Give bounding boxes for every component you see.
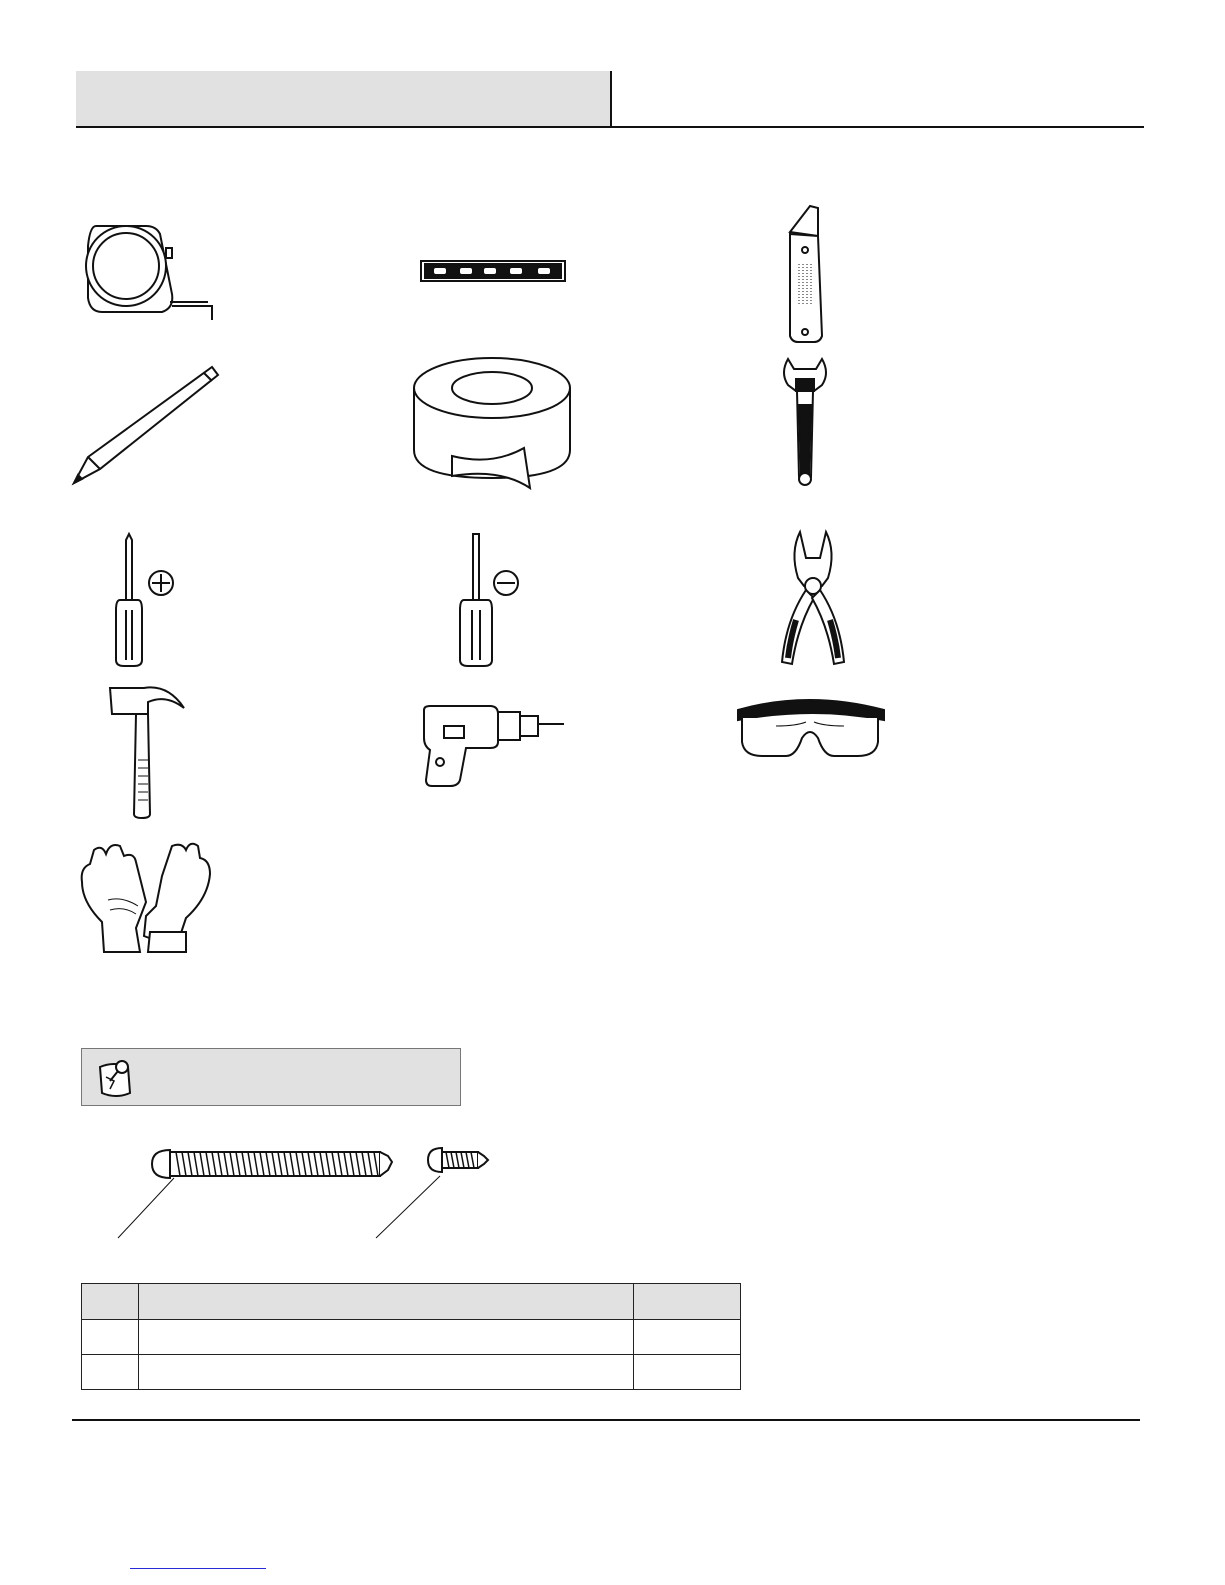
work-gloves-icon (80, 840, 214, 956)
flat-screwdriver-icon (458, 532, 538, 666)
hardware-table (81, 1283, 741, 1390)
col-header-part (82, 1284, 139, 1320)
table-header-row (82, 1284, 741, 1320)
header-divider (610, 71, 612, 128)
table-cell (634, 1355, 741, 1390)
short-screw-icon (372, 1142, 496, 1240)
table-cell (139, 1355, 634, 1390)
tip-box (81, 1048, 461, 1106)
table-cell (82, 1320, 139, 1355)
col-header-quantity (634, 1284, 741, 1320)
level-icon (420, 260, 566, 282)
col-header-description (139, 1284, 634, 1320)
long-screw-icon (112, 1140, 402, 1240)
pushpin-note-icon (96, 1057, 138, 1104)
table-cell (139, 1320, 634, 1355)
footer-rule (72, 1419, 1140, 1421)
table-row (82, 1320, 741, 1355)
phillips-screwdriver-icon (110, 532, 190, 666)
section-title-bar (76, 71, 611, 127)
safety-glasses-icon (736, 696, 886, 762)
pencil-icon (72, 365, 222, 485)
tape-roll-icon (412, 356, 574, 492)
drill-icon (420, 704, 566, 786)
table-cell (634, 1320, 741, 1355)
adjustable-wrench-icon (780, 355, 830, 491)
footer-link[interactable] (130, 1568, 266, 1569)
table-cell (82, 1355, 139, 1390)
table-row (82, 1355, 741, 1390)
hammer-icon (108, 680, 188, 820)
header-rule (76, 126, 1144, 128)
tape-measure-icon (78, 222, 218, 322)
utility-knife-icon (780, 204, 830, 344)
pliers-icon (778, 530, 848, 666)
